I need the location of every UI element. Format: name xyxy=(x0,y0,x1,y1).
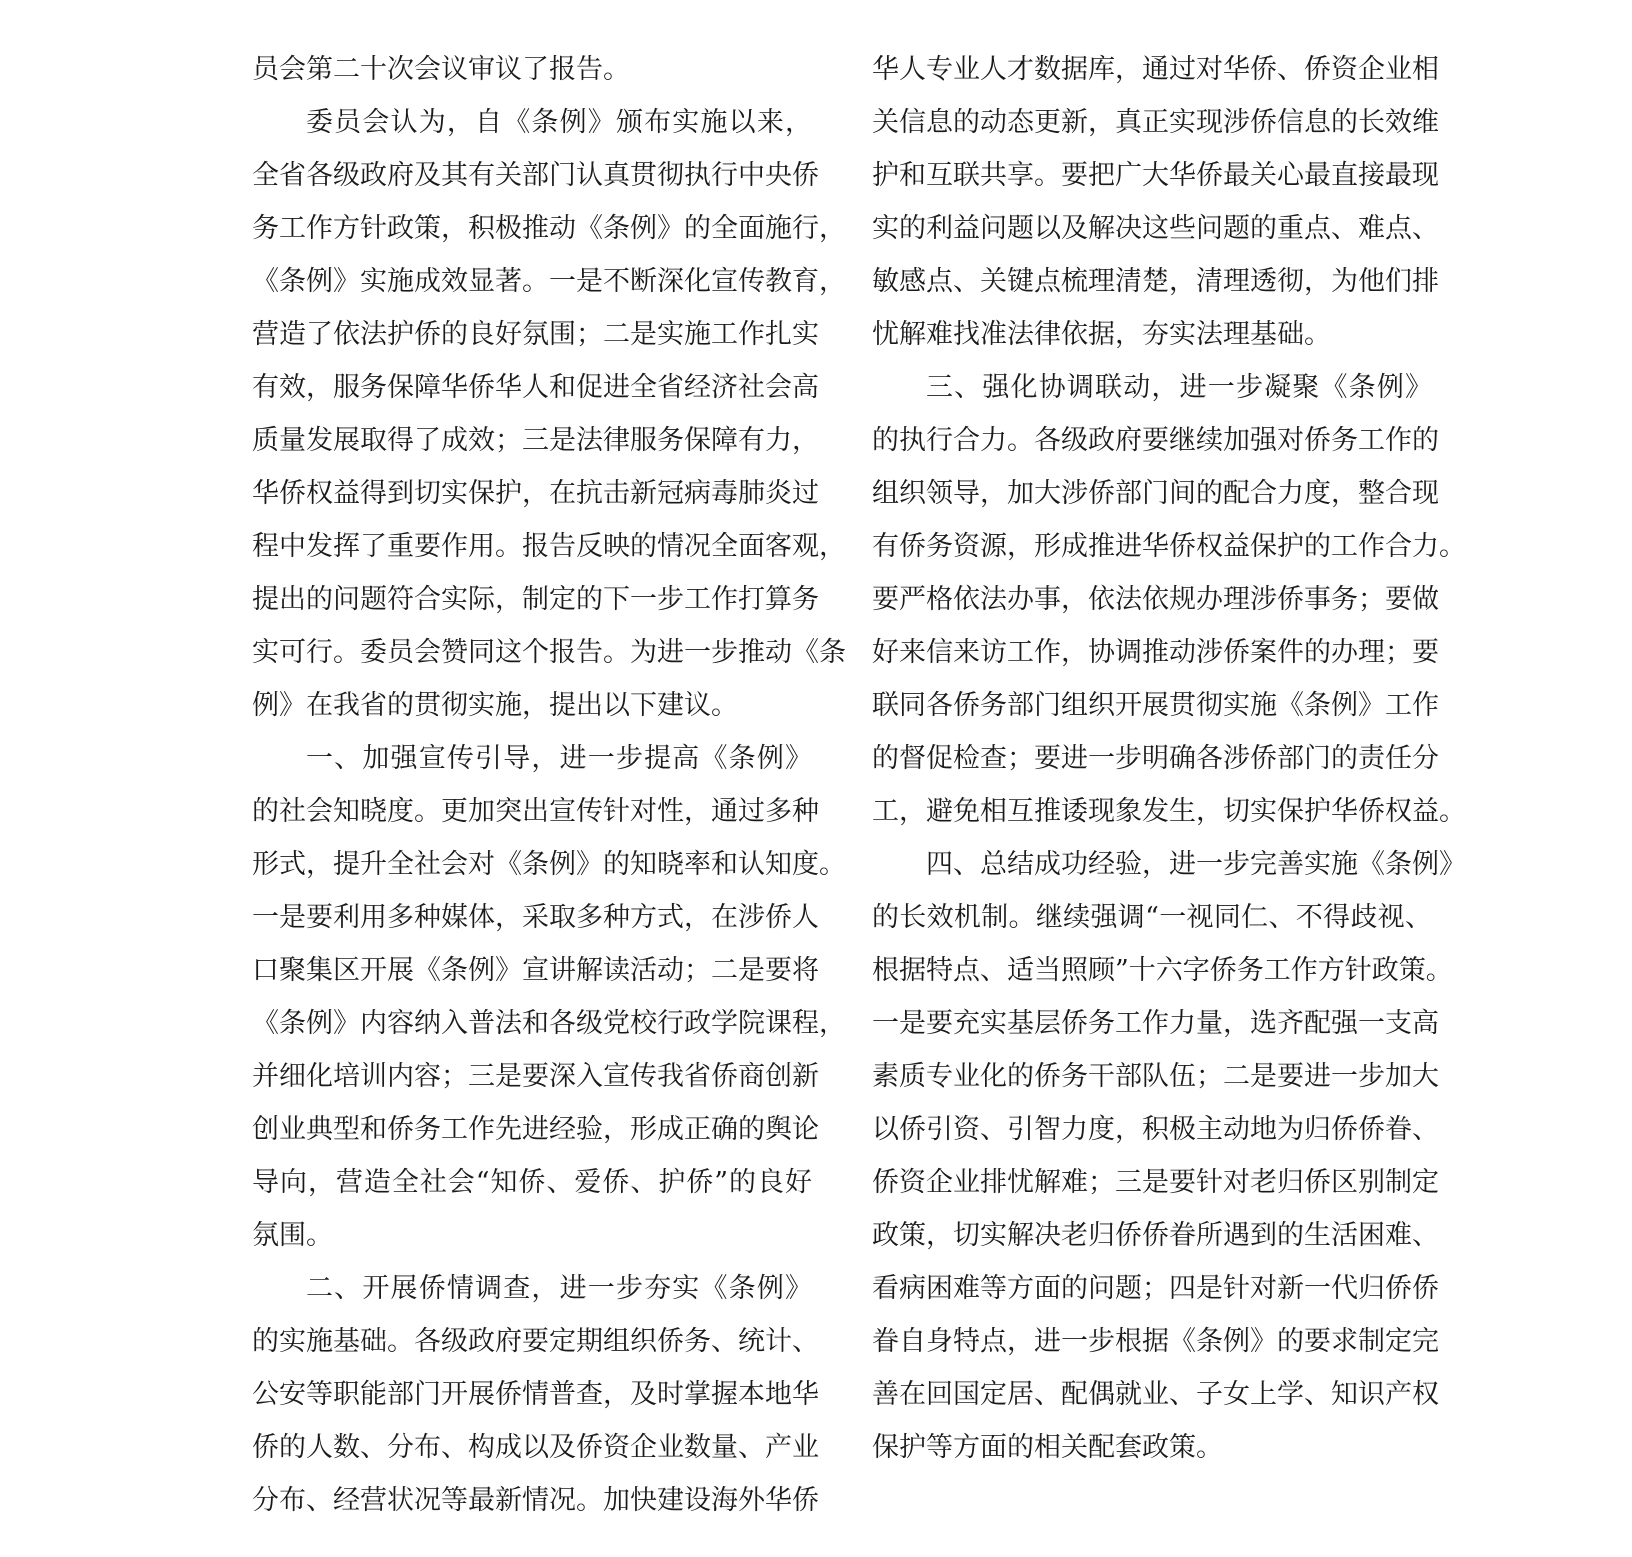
text-line: 联同各侨务部门组织开展贯彻实施《条例》工作 xyxy=(872,690,1439,721)
text-line: 要严格依法办事，依法依规办理涉侨事务；要做 xyxy=(872,584,1439,615)
text-line: 看病困难等方面的问题；四是针对新一代归侨侨 xyxy=(872,1273,1439,1304)
text-line: 根据特点、适当照顾”十六字侨务工作方针政策。 xyxy=(872,955,1453,986)
text-line: 素质专业化的侨务干部队伍；二是要进一步加大 xyxy=(872,1061,1439,1092)
text-line: 《条例》内容纳入普法和各级党校行政学院课程， xyxy=(252,1008,846,1039)
text-line: 氛围。 xyxy=(252,1220,333,1251)
text-line: 政策，切实解决老归侨侨眷所遇到的生活困难、 xyxy=(872,1220,1439,1251)
text-line: 公安等职能部门开展侨情普查，及时掌握本地华 xyxy=(252,1379,819,1410)
text-line: 委员会认为，自《条例》颁布实施以来， xyxy=(306,107,812,138)
text-line: 并细化培训内容；三是要深入宣传我省侨商创新 xyxy=(252,1061,819,1092)
text-line: 有侨务资源，形成推进华侨权益保护的工作合力。 xyxy=(872,531,1466,562)
text-line: 华侨权益得到切实保护，在抗击新冠病毒肺炎过 xyxy=(252,478,819,509)
text-line: 例》在我省的贯彻实施，提出以下建议。 xyxy=(252,690,738,721)
text-line: 程中发挥了重要作用。报告反映的情况全面客观， xyxy=(252,531,846,562)
text-line: 分布、经营状况等最新情况。加快建设海外华侨 xyxy=(252,1485,819,1516)
text-line: 华人专业人才数据库，通过对华侨、侨资企业相 xyxy=(872,54,1439,85)
text-line: 营造了依法护侨的良好氛围；二是实施工作扎实 xyxy=(252,319,819,350)
text-line: 务工作方针政策，积极推动《条例》的全面施行， xyxy=(252,213,846,244)
text-line: 的长效机制。继续强调“一视同仁、不得歧视、 xyxy=(872,902,1432,933)
right-text-column xyxy=(872,43,1466,1474)
text-line: 关信息的动态更新，真正实现涉侨信息的长效维 xyxy=(872,107,1439,138)
text-line: 实的利益问题以及解决这些问题的重点、难点、 xyxy=(872,213,1439,244)
text-line: 二、开展侨情调查，进一步夯实《条例》 xyxy=(306,1273,812,1304)
text-line: 形式，提升全社会对《条例》的知晓率和认知度。 xyxy=(252,849,846,880)
text-line: 实可行。委员会赞同这个报告。为进一步推动《条 xyxy=(252,637,846,668)
text-line: 组织领导，加大涉侨部门间的配合力度，整合现 xyxy=(872,478,1439,509)
text-line: 的执行合力。各级政府要继续加强对侨务工作的 xyxy=(872,425,1439,456)
text-line: 有效，服务保障华侨华人和促进全省经济社会高 xyxy=(252,372,819,403)
text-line: 口聚集区开展《条例》宣讲解读活动；二是要将 xyxy=(252,955,819,986)
text-line: 的督促检查；要进一步明确各涉侨部门的责任分 xyxy=(872,743,1439,774)
text-line: 侨的人数、分布、构成以及侨资企业数量、产业 xyxy=(252,1432,819,1463)
text-line: 四、总结成功经验，进一步完善实施《条例》 xyxy=(926,849,1466,880)
text-line: 导向，营造全社会“知侨、爱侨、护侨”的良好 xyxy=(252,1167,812,1198)
text-line: 眷自身特点，进一步根据《条例》的要求制定完 xyxy=(872,1326,1439,1357)
text-line: 全省各级政府及其有关部门认真贯彻执行中央侨 xyxy=(252,160,819,191)
text-line: 创业典型和侨务工作先进经验，形成正确的舆论 xyxy=(252,1114,819,1145)
text-line: 提出的问题符合实际，制定的下一步工作打算务 xyxy=(252,584,819,615)
text-line: 侨资企业排忧解难；三是要针对老归侨区别制定 xyxy=(872,1167,1439,1198)
text-line: 以侨引资、引智力度，积极主动地为归侨侨眷、 xyxy=(872,1114,1439,1145)
text-line: 《条例》实施成效显著。一是不断深化宣传教育， xyxy=(252,266,846,297)
text-line: 工，避免相互推诿现象发生，切实保护华侨权益。 xyxy=(872,796,1466,827)
text-line: 员会第二十次会议审议了报告。 xyxy=(252,54,630,85)
text-line: 敏感点、关键点梳理清楚，清理透彻，为他们排 xyxy=(872,266,1439,297)
left-text-column xyxy=(252,43,846,1527)
text-line: 忧解难找准法律依据，夯实法理基础。 xyxy=(872,319,1331,350)
text-line: 一是要充实基层侨务工作力量，选齐配强一支高 xyxy=(872,1008,1439,1039)
text-line: 好来信来访工作，协调推动涉侨案件的办理；要 xyxy=(872,637,1439,668)
text-line: 一、加强宣传引导，进一步提高《条例》 xyxy=(306,743,812,774)
text-line: 的社会知晓度。更加突出宣传针对性，通过多种 xyxy=(252,796,819,827)
text-line: 的实施基础。各级政府要定期组织侨务、统计、 xyxy=(252,1326,819,1357)
text-line: 护和互联共享。要把广大华侨最关心最直接最现 xyxy=(872,160,1439,191)
text-line: 善在回国定居、配偶就业、子女上学、知识产权 xyxy=(872,1379,1439,1410)
text-line: 质量发展取得了成效；三是法律服务保障有力， xyxy=(252,425,819,456)
text-line: 保护等方面的相关配套政策。 xyxy=(872,1432,1223,1463)
text-line: 三、强化协调联动，进一步凝聚《条例》 xyxy=(926,372,1432,403)
text-line: 一是要利用多种媒体，采取多种方式，在涉侨人 xyxy=(252,902,819,933)
